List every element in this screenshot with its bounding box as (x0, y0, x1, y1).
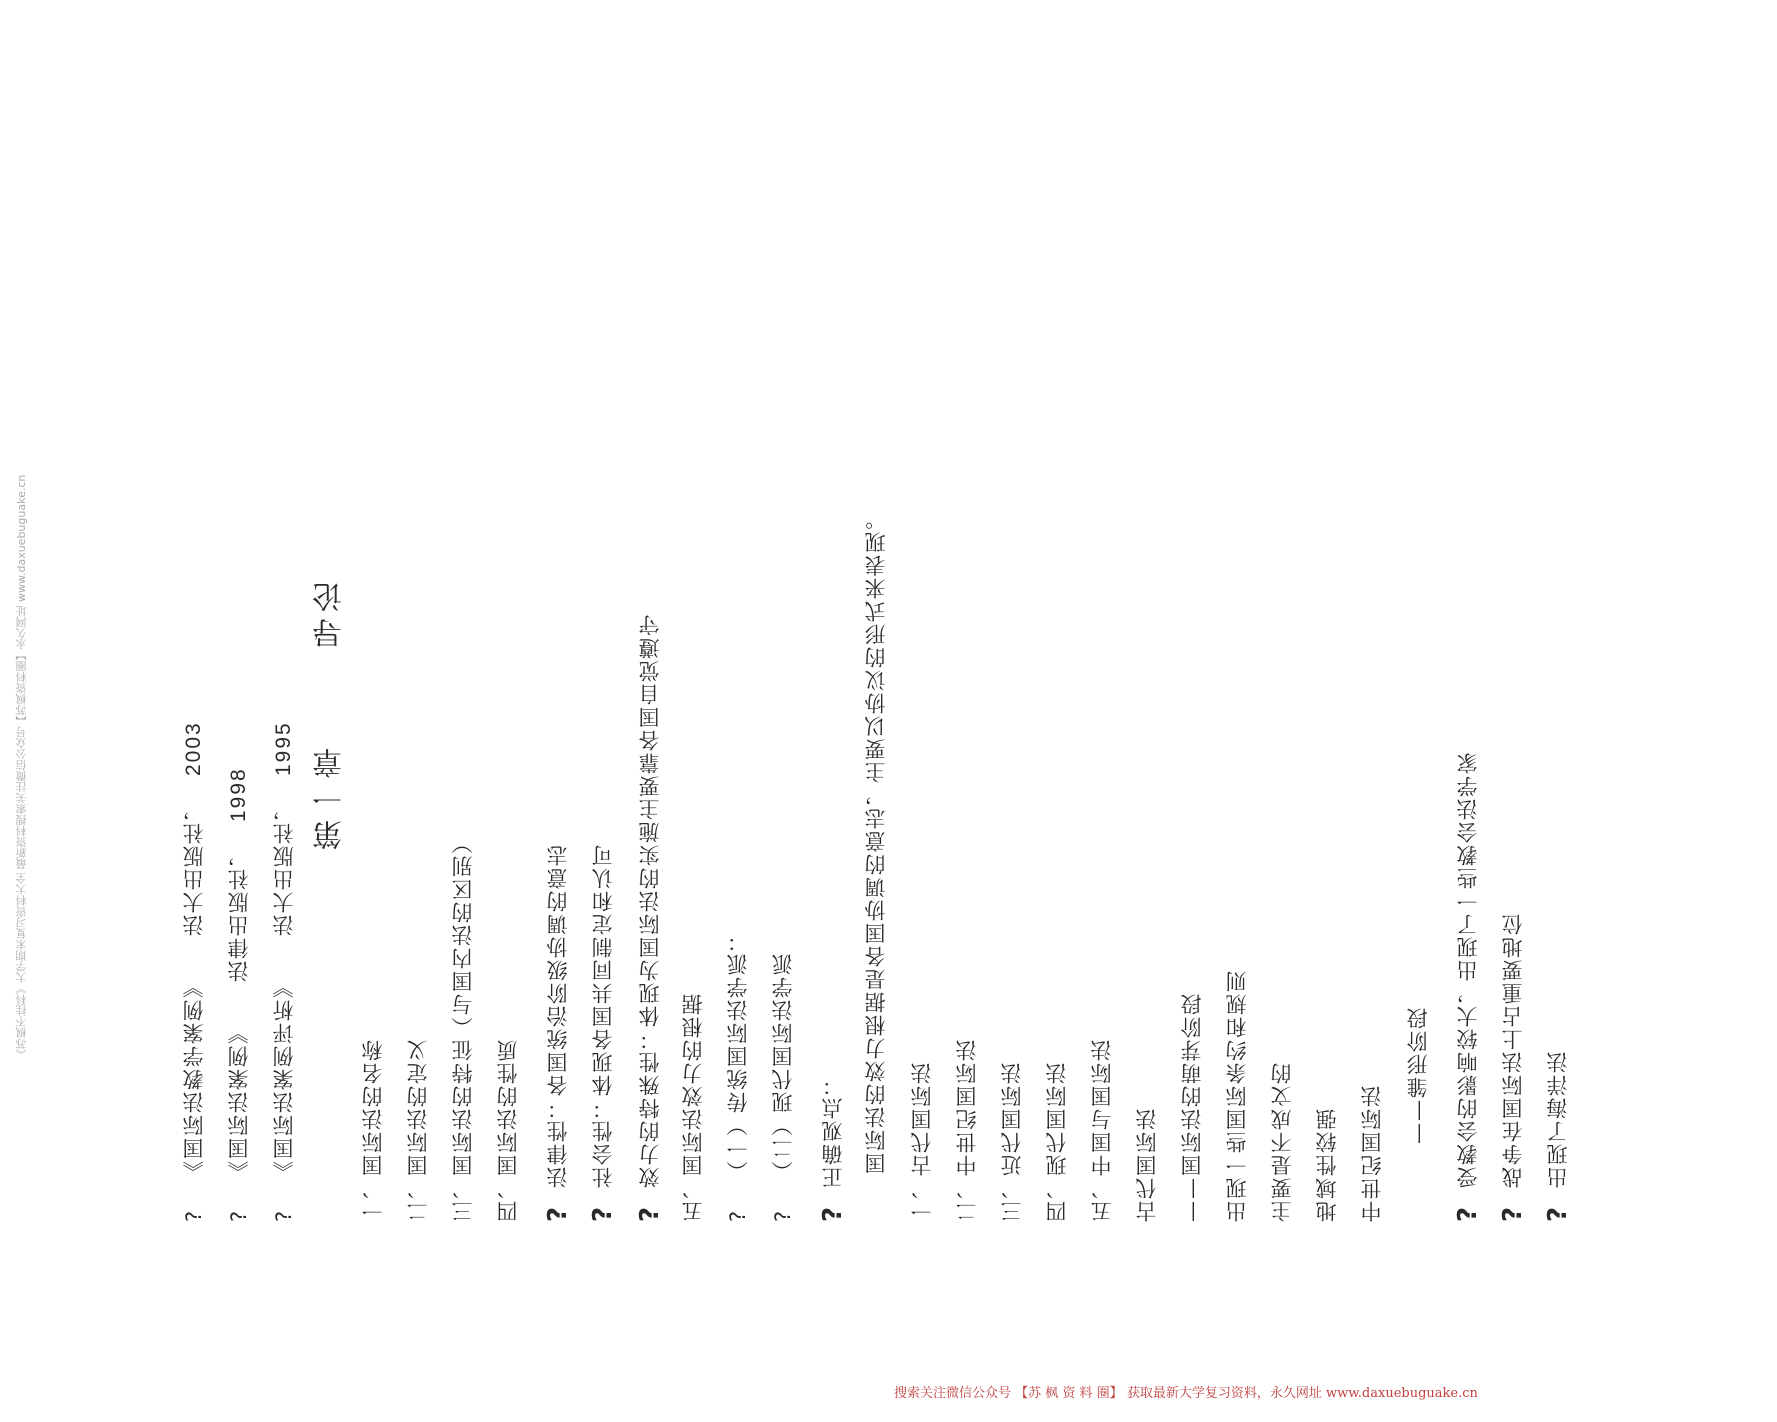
bullet-icon: ? (182, 1208, 206, 1222)
bullet-line (1500, 800, 1526, 1222)
body-paragraph: 国际法的效力根据是各国协调的意志，主要以协议的形式来表现。 (864, 507, 888, 1174)
bullet-icon: ? (1498, 1204, 1528, 1222)
bullet-line (637, 520, 663, 1222)
line-text: 出现了海洋法 (1546, 1050, 1570, 1189)
reference-2 (228, 740, 250, 1222)
line-text: （一）传统国际法学派： (726, 929, 750, 1183)
bullet-icon: ? (726, 1208, 750, 1222)
bullet-icon: ? (543, 1204, 573, 1222)
bullet-line (820, 900, 846, 1222)
line-text: 受教会的影响较大，出现了一些教会法学家 (1456, 751, 1480, 1189)
reference-title: 《国际法教学案例》 (182, 975, 206, 1183)
bullet-icon: ? (227, 1208, 251, 1222)
reference-publisher: 法律出版社， (227, 844, 251, 983)
reference-3 (273, 692, 295, 1222)
outline-item: 五、国际法效力的根据 (681, 992, 705, 1222)
outline-item: 四、国际法的性质 (496, 1038, 520, 1222)
line-text: 法律性：各国统治阶级协调的意志 (546, 843, 570, 1189)
chapter-title: 导论 (313, 576, 348, 649)
bullet-icon: ? (818, 1204, 848, 1222)
reference-title: 《国际法案例》 (227, 1021, 251, 1183)
reference-year: 2003 (182, 721, 205, 776)
bullet-line (590, 700, 616, 1222)
reference-publisher: 法大出版社， (272, 798, 296, 937)
bullet-line (728, 800, 749, 1222)
bullet-line (773, 800, 794, 1222)
line-text: （二）现代国际法学派 (771, 952, 795, 1183)
outline-item: ——国际法的萌芽阶段 (1180, 992, 1204, 1222)
outline-item: 主要是不成文的 (1270, 1061, 1294, 1222)
bullet-icon: ? (771, 1208, 795, 1222)
bullet-line (545, 700, 571, 1222)
footer-prefix: 搜索关注微信公众号 (894, 1386, 1012, 1401)
line-text: 效力的特殊性：体现为国际法的实施主要靠各国自觉遵守 (638, 613, 662, 1189)
line-text: 战争在国际法上占重要地位 (1501, 912, 1525, 1189)
reference-title: 《国际法案例评析》 (272, 975, 296, 1183)
outline-item: 地域性较强 (1315, 1107, 1339, 1222)
outline-item: 出现一些国际条约和规则 (1225, 969, 1249, 1222)
line-text: 正确观点： (821, 1073, 845, 1189)
footer-watermark (894, 1382, 1478, 1401)
outline-item: ——雏形阶段 (1406, 1006, 1430, 1144)
reference-year: 1998 (227, 767, 250, 822)
side-watermark: 《苏枫不挂科》大学期末复习资料大全 最新资料搜索关注微信公众号【苏枫资料圈】永久网址 www.daxuebuguake.cn (15, 474, 28, 1060)
chapter-number: 第一章 (313, 742, 348, 850)
outline-item: 二、中世纪国际法 (955, 1038, 979, 1222)
bullet-icon: ? (272, 1208, 296, 1222)
footer-brand: 【苏 枫 资 料 圈】 (1015, 1386, 1123, 1401)
footer-suffix: 获取最新大学复习资料，永久网址 www.daxuebuguake.cn (1126, 1386, 1478, 1401)
outline-item: 四、现代国际法 (1045, 1061, 1069, 1222)
chapter-heading (313, 576, 348, 850)
line-text: 社会性：体现各国共同制定和认可 (591, 843, 615, 1189)
bullet-icon: ? (1543, 1204, 1573, 1222)
outline-item: 二、国际法的定义 (406, 1038, 430, 1222)
bullet-icon: ? (635, 1204, 665, 1222)
outline-item: 一、古代国际法 (910, 1061, 934, 1222)
outline-item: 中世纪国际法 (1360, 1084, 1384, 1222)
outline-item: 古代国际法 (1135, 1107, 1159, 1222)
outline-item: 三、近代国际法 (1000, 1061, 1024, 1222)
reference-publisher: 法大出版社， (182, 798, 206, 937)
bullet-icon: ? (588, 1204, 618, 1222)
outline-item: 一、国际法的名称 (361, 1038, 385, 1222)
bullet-icon: ? (1453, 1204, 1483, 1222)
bullet-line (1455, 650, 1481, 1222)
outline-item: 三、国际法的特征（与国内法的区别） (451, 831, 475, 1222)
outline-item: 五、中国与国际法 (1090, 1038, 1114, 1222)
reference-year: 1995 (272, 721, 295, 776)
bullet-line (1545, 900, 1571, 1222)
reference-1 (183, 692, 205, 1222)
